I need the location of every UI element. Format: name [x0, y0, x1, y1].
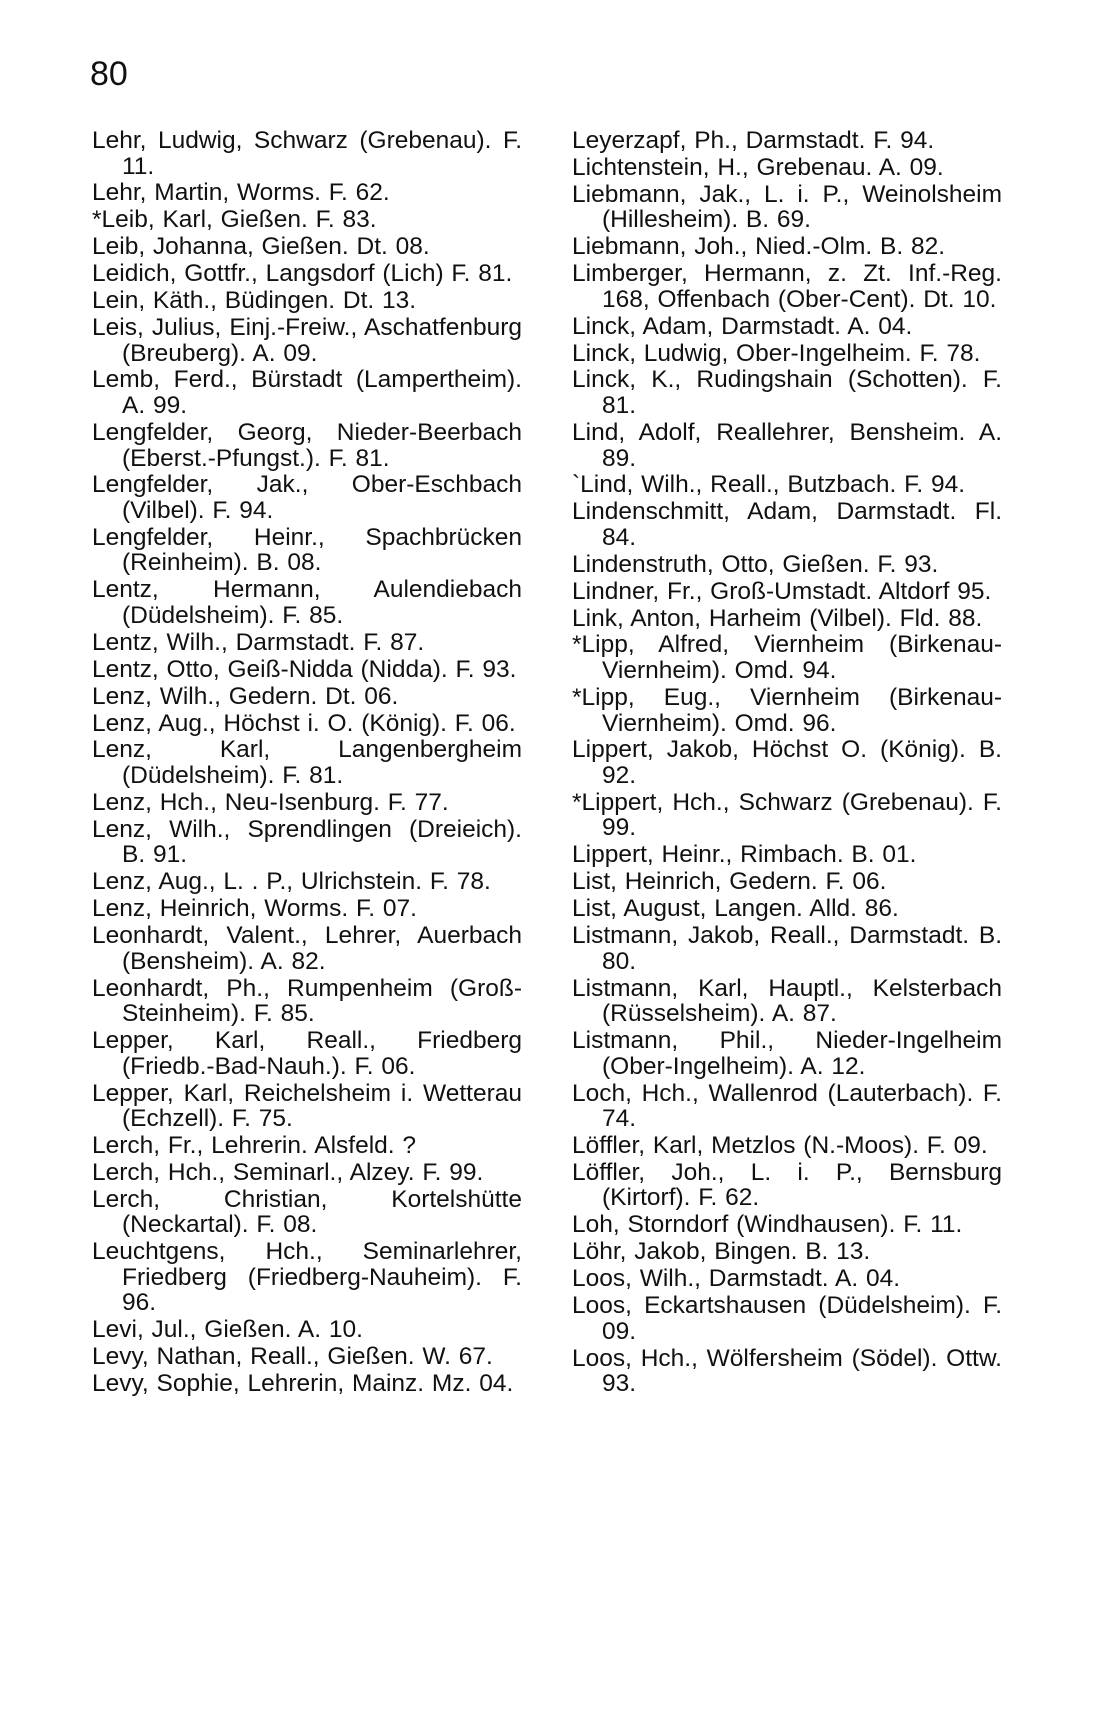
directory-entry: *Leib, Karl, Gießen. F. 83. [92, 206, 377, 234]
directory-entry: Lentz, Otto, Geiß-Nidda (Nidda). F. 93. [92, 655, 517, 683]
directory-entry: Lindenschmitt, Adam, Darmstadt. Fl. 84. [572, 498, 1002, 551]
directory-entry: Lichtenstein, H., Grebenau. A. 09. [572, 153, 944, 181]
directory-entry: Lentz, Hermann, Aulendiebach (Düdelsheim). F. 85. [92, 576, 522, 629]
directory-entry: Leonhardt, Valent., Lehrer, Auerbach (Bensheim). A. 82. [92, 922, 522, 975]
directory-entry: Lind, Adolf, Reallehrer, Bensheim. A. 89. [572, 418, 1002, 472]
directory-entry: *Lipp, Eug., Viernheim (Birkenau-Viernheim). Omd. 96. [572, 683, 1002, 737]
directory-entry: Löffler, Joh., L. i. P., Bernsburg (Kirtorf). F. 62. [572, 1158, 1002, 1212]
directory-entry: Lengfelder, Jak., Ober-Eschbach (Vilbel). F. 94. [92, 471, 522, 524]
directory-entry: List, Heinrich, Gedern. F. 06. [572, 868, 887, 896]
directory-entry: *Lipp, Alfred, Viernheim (Birkenau-Viernheim). Omd. 94. [572, 631, 1002, 685]
directory-entry: Loos, Hch., Wölfersheim (Södel). Ottw. 93. [572, 1344, 1002, 1398]
directory-entry: Lerch, Christian, Kortelshütte (Neckartal). F. 08. [92, 1185, 522, 1239]
directory-entry: Limberger, Hermann, z. Zt. Inf.-Reg. 168, Offenbach (Ober-Cent). Dt. 10. [572, 260, 1002, 313]
directory-entry: Linck, Adam, Darmstadt. A. 04. [572, 312, 913, 340]
directory-entry: Löhr, Jakob, Bingen. B. 13. [572, 1238, 871, 1266]
directory-entry: Leyerzapf, Ph., Darmstadt. F. 94. [572, 127, 935, 154]
directory-entry: Link, Anton, Harheim (Vilbel). Fld. 88. [572, 604, 983, 632]
directory-entry: Liebmann, Jak., L. i. P., Weinolsheim (Hillesheim). B. 69. [572, 180, 1002, 234]
directory-entry: Lengfelder, Georg, Nieder-Beerbach (Eberst.-Pfungst.). F. 81. [92, 418, 522, 472]
directory-entry: *Lippert, Hch., Schwarz (Grebenau). F. 99. [572, 788, 1002, 842]
directory-entry: Listmann, Karl, Hauptl., Kelsterbach (Rüsselsheim). A. 87. [572, 974, 1002, 1028]
directory-entry: Listmann, Jakob, Reall., Darmstadt. B. 80. [572, 922, 1002, 975]
directory-entry: Linck, Ludwig, Ober-Ingelheim. F. 78. [572, 339, 981, 367]
directory-entry: Leis, Julius, Einj.-Freiw., Aschatfenburg (Breuberg). A. 09. [92, 313, 522, 367]
directory-entry: Lepper, Karl, Reall., Friedberg (Friedb.-Bad-Nauh.). F. 06. [92, 1027, 522, 1080]
directory-entry: Leonhardt, Ph., Rumpenheim (Groß-Steinheim). F. 85. [92, 974, 522, 1028]
directory-entry: List, August, Langen. Alld. 86. [572, 895, 899, 923]
page-number: 80 [90, 55, 128, 93]
directory-entry: Lippert, Jakob, Höchst O. (König). B. 92. [572, 736, 1002, 789]
directory-entry: Lenz, Karl, Langenbergheim (Düdelsheim). F. 81. [92, 736, 522, 789]
directory-entry: Lemb, Ferd., Bürstadt (Lampertheim). A. 99. [92, 366, 522, 420]
left-column [92, 128, 522, 1398]
directory-entry: Lenz, Wilh., Sprendlingen (Dreieich). B. 91. [92, 815, 522, 869]
directory-entry: Lenz, Aug., L. . P., Ulrichstein. F. 78. [92, 868, 491, 896]
directory-entry: Lerch, Fr., Lehrerin. Alsfeld. ? [92, 1131, 417, 1159]
directory-entry: Löffler, Karl, Metzlos (N.-Moos). F. 09. [572, 1131, 988, 1159]
directory-entry: Levi, Jul., Gießen. A. 10. [92, 1316, 363, 1344]
directory-entry: Loh, Storndorf (Windhausen). F. 11. [572, 1211, 963, 1239]
directory-entry: Lenz, Heinrich, Worms. F. 07. [92, 895, 417, 923]
directory-entry: Lippert, Heinr., Rimbach. B. 01. [572, 841, 917, 869]
directory-entry: `Lind, Wilh., Reall., Butzbach. F. 94. [572, 471, 966, 499]
directory-entry: Lengfelder, Heinr., Spachbrücken (Reinheim). B. 08. [92, 523, 522, 577]
directory-entry: Lehr, Martin, Worms. F. 62. [92, 179, 390, 207]
directory-entry: Leib, Johanna, Gießen. Dt. 08. [92, 233, 430, 261]
directory-entry: Lindner, Fr., Groß-Umstadt. Altdorf 95. [572, 577, 992, 605]
directory-entry: Lenz, Wilh., Gedern. Dt. 06. [92, 682, 399, 710]
directory-entry: Leuchtgens, Hch., Seminarlehrer, Friedberg (Friedberg-Nauheim). F. 96. [92, 1238, 522, 1317]
directory-entry: Loos, Wilh., Darmstadt. A. 04. [572, 1265, 901, 1293]
directory-entry: Lehr, Ludwig, Schwarz (Grebenau). F. 11. [92, 127, 522, 180]
directory-entry: Loos, Eckartshausen (Düdelsheim). F. 09. [572, 1292, 1002, 1345]
directory-entry: Linck, K., Rudingshain (Schotten). F. 81. [572, 366, 1002, 420]
directory-entry: Lindenstruth, Otto, Gießen. F. 93. [572, 550, 939, 578]
directory-entry: Leidich, Gottfr., Langsdorf (Lich) F. 81. [92, 260, 513, 288]
directory-entry: Lepper, Karl, Reichelsheim i. Wetterau (Echzell). F. 75. [92, 1079, 522, 1133]
directory-entry: Levy, Sophie, Lehrerin, Mainz. Mz. 04. [92, 1370, 514, 1398]
directory-entry: Levy, Nathan, Reall., Gießen. W. 67. [92, 1343, 493, 1371]
right-column [572, 128, 1002, 1398]
directory-entry: Lenz, Aug., Höchst i. O. (König). F. 06. [92, 709, 516, 737]
directory-entry: Lein, Käth., Büdingen. Dt. 13. [92, 287, 417, 315]
directory-entry: Liebmann, Joh., Nied.-Olm. B. 82. [572, 233, 946, 261]
directory-entry: Lenz, Hch., Neu-Isenburg. F. 77. [92, 788, 449, 816]
directory-entry: Loch, Hch., Wallenrod (Lauterbach). F. 74. [572, 1079, 1002, 1133]
directory-entry: Lentz, Wilh., Darmstadt. F. 87. [92, 628, 425, 656]
directory-entry: Listmann, Phil., Nieder-Ingelheim (Ober-Ingelheim). A. 12. [572, 1027, 1002, 1080]
directory-entry: Lerch, Hch., Seminarl., Alzey. F. 99. [92, 1158, 484, 1186]
